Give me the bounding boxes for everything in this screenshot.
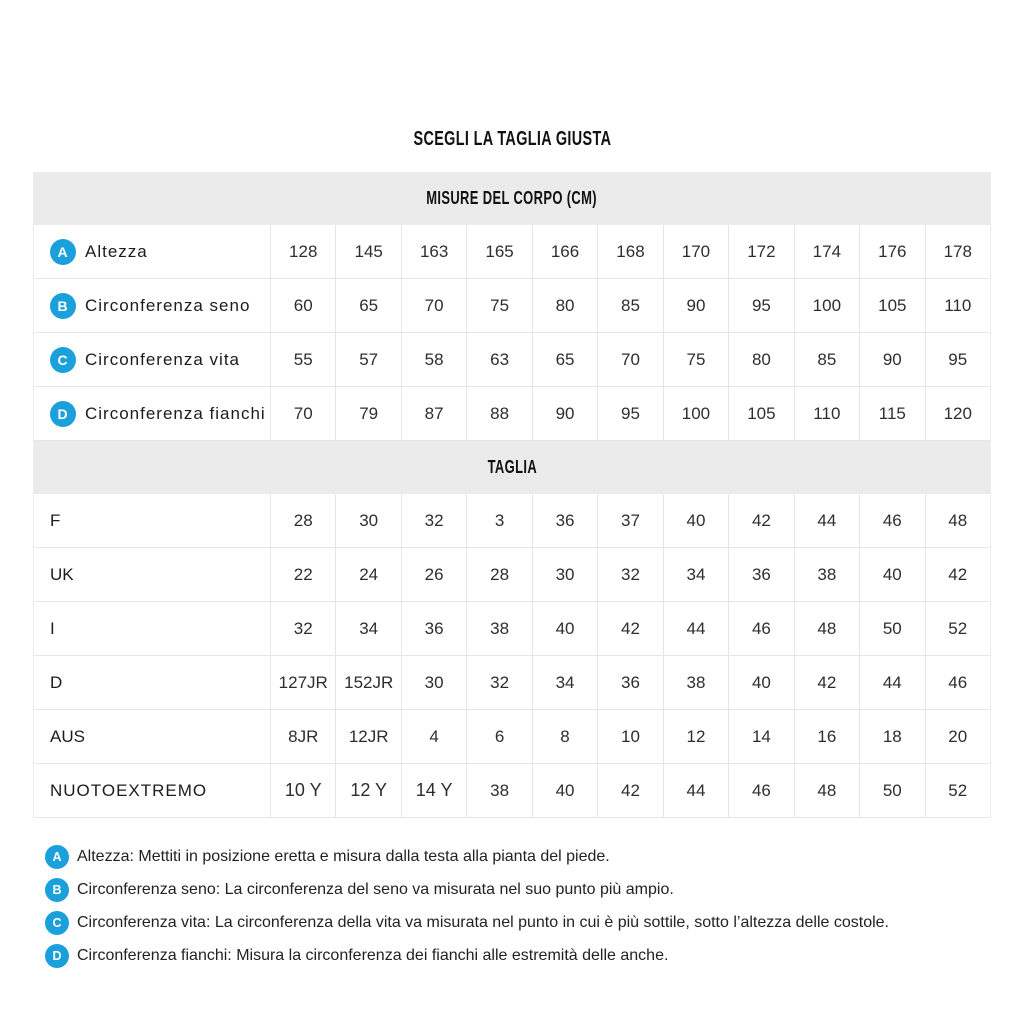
size-value-cell: 38: [466, 764, 531, 817]
sizes-rows: [34, 494, 990, 818]
body-measures-header-text: MISURE DEL CORPO (CM): [426, 188, 598, 208]
size-value-cell: 52: [925, 602, 990, 655]
size-value-cell: 42: [925, 548, 990, 601]
legend-badge-c: C: [45, 911, 69, 935]
body-measure-row: [34, 279, 990, 333]
row-label-text: AUS: [50, 726, 85, 746]
body-measure-value-cell: 168: [597, 225, 662, 278]
body-measure-value-cell: 105: [728, 387, 793, 440]
body-measure-value-cell: 100: [794, 279, 859, 332]
size-value-cell: 32: [270, 602, 335, 655]
size-row: [34, 548, 990, 602]
row-label-text: Circonferenza vita: [85, 349, 241, 369]
row-label: [34, 602, 270, 655]
size-value-cell: 18: [859, 710, 924, 763]
body-measure-value-cell: 120: [925, 387, 990, 440]
size-value-cell: 30: [401, 656, 466, 709]
body-measure-value-cell: 176: [859, 225, 924, 278]
body-measure-value-cell: 128: [270, 225, 335, 278]
body-measure-value-cell: 166: [532, 225, 597, 278]
size-value-cell: 30: [335, 494, 400, 547]
size-value-cell: 127JR: [270, 656, 335, 709]
size-row: [34, 602, 990, 656]
legend-badge-d: D: [45, 944, 69, 968]
body-measure-value-cell: 110: [925, 279, 990, 332]
body-measures-header: [34, 172, 990, 225]
body-measure-value-cell: 88: [466, 387, 531, 440]
size-value-cell: 152JR: [335, 656, 400, 709]
body-measure-value-cell: 63: [466, 333, 531, 386]
size-value-cell: 52: [925, 764, 990, 817]
size-row: [34, 764, 990, 818]
row-label: [34, 387, 270, 440]
body-measure-value-cell: 165: [466, 225, 531, 278]
legend-row: [45, 911, 889, 935]
measurement-legend: [45, 845, 889, 968]
row-label: [34, 656, 270, 709]
size-value-cell: 48: [794, 764, 859, 817]
row-label: [34, 764, 270, 817]
size-value-cell: 6: [466, 710, 531, 763]
size-value-cell: 32: [401, 494, 466, 547]
size-value-cell: 44: [859, 656, 924, 709]
size-row: [34, 494, 990, 548]
row-label-text: UK: [50, 564, 74, 584]
size-value-cell: 12JR: [335, 710, 400, 763]
size-value-cell: 42: [728, 494, 793, 547]
size-value-cell: 30: [532, 548, 597, 601]
body-measure-row: [34, 225, 990, 279]
size-value-cell: 20: [925, 710, 990, 763]
size-row: [34, 710, 990, 764]
sizes-header-text: TAGLIA: [487, 457, 537, 477]
size-value-cell: 40: [663, 494, 728, 547]
size-value-cell: 24: [335, 548, 400, 601]
size-value-cell: 48: [925, 494, 990, 547]
row-label-text: NUOTOEXTREMO: [50, 780, 208, 800]
body-measure-value-cell: 58: [401, 333, 466, 386]
size-value-cell: 40: [728, 656, 793, 709]
size-table: [33, 172, 991, 818]
size-value-cell: 3: [466, 494, 531, 547]
size-value-cell: 4: [401, 710, 466, 763]
body-measure-value-cell: 145: [335, 225, 400, 278]
row-label-text: F: [50, 510, 61, 530]
size-value-cell: 16: [794, 710, 859, 763]
body-measure-value-cell: 95: [597, 387, 662, 440]
size-value-cell: 38: [466, 602, 531, 655]
size-value-cell: 46: [728, 764, 793, 817]
row-label: [34, 333, 270, 386]
size-value-cell: 26: [401, 548, 466, 601]
size-value-cell: 36: [728, 548, 793, 601]
body-measure-value-cell: 57: [335, 333, 400, 386]
row-label-text: D: [50, 672, 63, 692]
size-value-cell: 42: [597, 764, 662, 817]
row-label: [34, 710, 270, 763]
size-value-cell: 34: [335, 602, 400, 655]
size-value-cell: 46: [859, 494, 924, 547]
size-value-cell: 14: [728, 710, 793, 763]
body-measure-value-cell: 65: [532, 333, 597, 386]
letter-badge-d: D: [50, 401, 76, 427]
size-value-cell: 42: [597, 602, 662, 655]
body-measure-value-cell: 85: [597, 279, 662, 332]
body-measure-value-cell: 163: [401, 225, 466, 278]
row-label-text: I: [50, 618, 55, 638]
body-measure-value-cell: 174: [794, 225, 859, 278]
body-measure-row: [34, 333, 990, 387]
size-value-cell: 38: [794, 548, 859, 601]
body-measure-value-cell: 172: [728, 225, 793, 278]
body-measure-value-cell: 170: [663, 225, 728, 278]
row-label: [34, 225, 270, 278]
body-measure-value-cell: 105: [859, 279, 924, 332]
row-label-text: Circonferenza fianchi: [85, 403, 266, 423]
body-measure-value-cell: 87: [401, 387, 466, 440]
body-measure-value-cell: 70: [401, 279, 466, 332]
size-value-cell: 40: [532, 764, 597, 817]
size-value-cell: 8JR: [270, 710, 335, 763]
row-label-text: Circonferenza seno: [85, 295, 251, 315]
size-value-cell: 46: [925, 656, 990, 709]
size-value-cell: 50: [859, 764, 924, 817]
legend-text: Altezza: Mettiti in posizione eretta e misura dalla testa alla pianta del piede.: [77, 848, 610, 865]
body-measure-value-cell: 80: [728, 333, 793, 386]
size-value-cell: 44: [663, 602, 728, 655]
size-value-cell: 28: [270, 494, 335, 547]
body-measure-value-cell: 70: [597, 333, 662, 386]
body-measure-value-cell: 100: [663, 387, 728, 440]
page-title: [0, 128, 1024, 151]
body-measure-value-cell: 75: [663, 333, 728, 386]
size-value-cell: 36: [597, 656, 662, 709]
body-measure-value-cell: 55: [270, 333, 335, 386]
size-value-cell: 32: [597, 548, 662, 601]
row-label: [34, 548, 270, 601]
size-value-cell: 22: [270, 548, 335, 601]
body-measure-value-cell: 90: [532, 387, 597, 440]
size-value-cell: 34: [663, 548, 728, 601]
size-value-cell: 40: [859, 548, 924, 601]
size-row: [34, 656, 990, 710]
row-label: [34, 494, 270, 547]
legend-text: Circonferenza vita: La circonferenza della vita va misurata nel punto in cui è più sottile, sotto l’altezza delle costole.: [77, 914, 889, 931]
body-measure-value-cell: 95: [728, 279, 793, 332]
legend-row: [45, 878, 889, 902]
legend-text: Circonferenza fianchi: Misura la circonferenza dei fianchi alle estremità delle anche.: [77, 947, 669, 964]
body-measures-rows: [34, 225, 990, 441]
letter-badge-c: C: [50, 347, 76, 373]
body-measure-value-cell: 90: [859, 333, 924, 386]
size-value-cell: 32: [466, 656, 531, 709]
size-value-cell: 50: [859, 602, 924, 655]
legend-text: Circonferenza seno: La circonferenza del seno va misurata nel suo punto più ampio.: [77, 881, 674, 898]
size-value-cell: 10 Y: [270, 764, 335, 817]
size-value-cell: 12: [663, 710, 728, 763]
body-measure-row: [34, 387, 990, 441]
size-value-cell: 44: [663, 764, 728, 817]
page-title-text: SCEGLI LA TAGLIA GIUSTA: [413, 128, 611, 150]
legend-row: [45, 845, 889, 869]
size-value-cell: 46: [728, 602, 793, 655]
size-value-cell: 42: [794, 656, 859, 709]
body-measure-value-cell: 75: [466, 279, 531, 332]
sizes-header: [34, 441, 990, 494]
size-value-cell: 40: [532, 602, 597, 655]
letter-badge-a: A: [50, 239, 76, 265]
size-value-cell: 8: [532, 710, 597, 763]
body-measure-value-cell: 60: [270, 279, 335, 332]
row-label: [34, 279, 270, 332]
size-value-cell: 14 Y: [401, 764, 466, 817]
size-value-cell: 36: [532, 494, 597, 547]
size-value-cell: 12 Y: [335, 764, 400, 817]
body-measure-value-cell: 178: [925, 225, 990, 278]
body-measure-value-cell: 95: [925, 333, 990, 386]
size-value-cell: 28: [466, 548, 531, 601]
size-value-cell: 10: [597, 710, 662, 763]
legend-badge-b: B: [45, 878, 69, 902]
legend-row: [45, 944, 889, 968]
body-measure-value-cell: 85: [794, 333, 859, 386]
size-value-cell: 37: [597, 494, 662, 547]
size-value-cell: 38: [663, 656, 728, 709]
body-measure-value-cell: 80: [532, 279, 597, 332]
body-measure-value-cell: 110: [794, 387, 859, 440]
legend-badge-a: A: [45, 845, 69, 869]
body-measure-value-cell: 79: [335, 387, 400, 440]
size-value-cell: 48: [794, 602, 859, 655]
body-measure-value-cell: 115: [859, 387, 924, 440]
body-measure-value-cell: 65: [335, 279, 400, 332]
body-measure-value-cell: 70: [270, 387, 335, 440]
row-label-text: Altezza: [85, 241, 148, 261]
body-measure-value-cell: 90: [663, 279, 728, 332]
size-value-cell: 44: [794, 494, 859, 547]
size-value-cell: 36: [401, 602, 466, 655]
letter-badge-b: B: [50, 293, 76, 319]
size-value-cell: 34: [532, 656, 597, 709]
